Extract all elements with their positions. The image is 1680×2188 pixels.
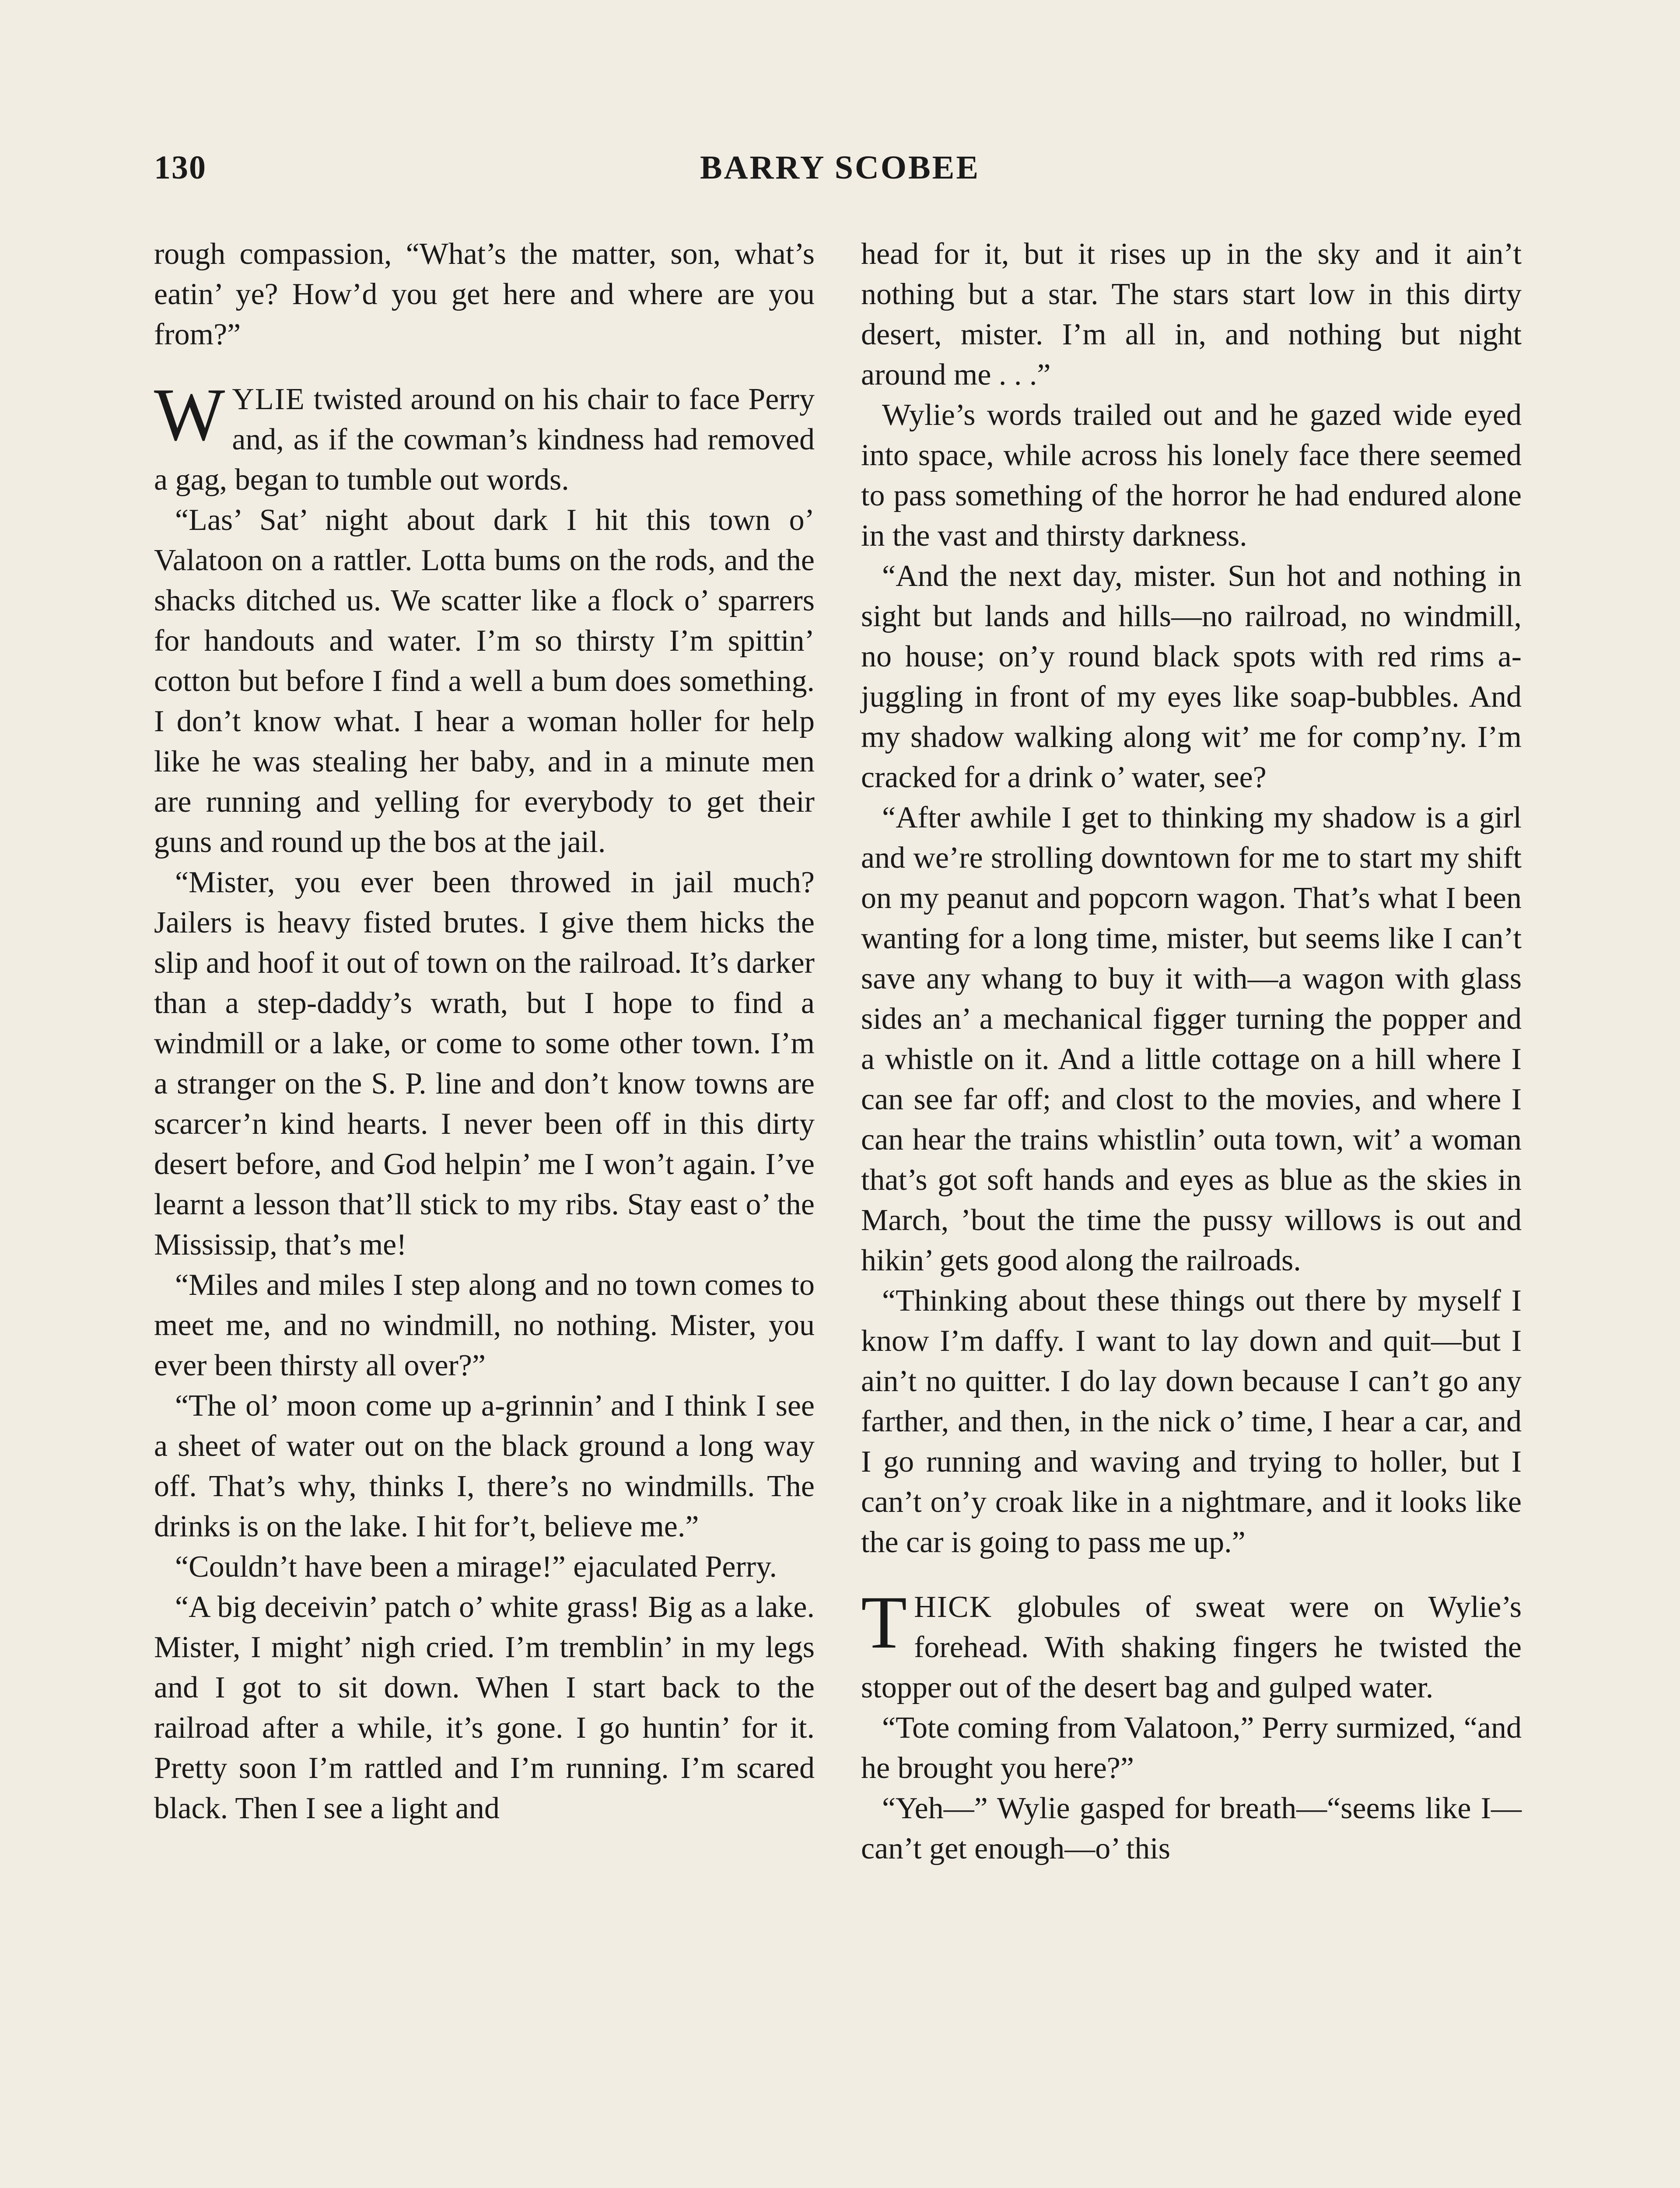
paragraph: rough compassion, “What’s the matter, son, what’s eatin’ ye? How’d you get here and where are you from?” (154, 237, 815, 351)
paragraph: head for it, but it rises up in the sky and it ain’t nothing but a star. The stars start low in this dirty desert, mister. I’m all in, and nothing but night around me . . .” (861, 237, 1522, 392)
right-column (861, 234, 1522, 1869)
paragraph: “Couldn’t have been a mirage!” ejaculated Perry. (175, 1550, 777, 1584)
paragraph: “Tote coming from Valatoon,” Perry surmized, “and he brought you here?” (861, 1711, 1522, 1785)
paragraph-text: globules of sweat were on Wylie’s forehead. With shaking fingers he twisted the stopper out of the desert bag and gulped water. (861, 1590, 1522, 1704)
paragraph: “Miles and miles I step along and no town comes to meet me, and no windmill, no nothing. Mister, you ever been thirsty all over?” (154, 1268, 815, 1382)
running-title: BARRY SCOBEE (700, 149, 980, 186)
small-caps-lead: HICK (914, 1590, 993, 1624)
paragraph: Wylie’s words trailed out and he gazed wide eyed into space, while across his lonely face there seemed to pass something of the horror he had endured alone in the vast and thirsty darkness. (861, 398, 1522, 553)
drop-cap: T (861, 1581, 907, 1664)
small-caps-lead: YLIE (232, 382, 305, 416)
paragraph: “Mister, you ever been throwed in jail much? Jailers is heavy fisted brutes. I give them hicks the slip and hoof it out of town on the railroad. It’s darker than a step-daddy’s wrath, but I hope to find a windmill or a lake, or come to some other town. I’m a stranger on the S. P. line and don’t know towns are scarcer’n kind hearts. I never been off in this dirty desert before, and God helpin’ me I won’t again. I’ve learnt a lesson that’ll stick to my ribs. Stay east o’ the Mississip, that’s me! (154, 866, 815, 1262)
page-header (154, 149, 1526, 201)
drop-cap: W (154, 373, 225, 456)
paragraph: “Thinking about these things out there by myself I know I’m daffy. I want to lay down and quit—but I ain’t no quitter. I do lay down because I can’t go any farther, and then, in the nick o’ time, I hear a car, and I go running and waving and trying to holler, but I can’t on’y croak like in a nightmare, and it looks like the car is going to pass me up.” (861, 1284, 1522, 1559)
paragraph: “And the next day, mister. Sun hot and nothing in sight but lands and hills—no railroad, no windmill, no house; on’y round black spots with red rims a-juggling in front of my eyes like soap-bubbles. And my shadow walking along wit’ me for comp’ny. I’m cracked for a drink o’ water, see? (861, 559, 1522, 794)
paragraph: “After awhile I get to thinking my shadow is a girl and we’re strolling downtown for me to start my shift on my peanut and popcorn wagon. That’s what I been wanting for a long time, mister, but seems like I can’t save any whang to buy it with—a wagon with glass sides an’ a mechanical figger turning the popper and a whistle on it. And a little cottage on a hill where I can see far off; and clost to the movies, and where I can hear the trains whistlin’ outa town, wit’ a woman that’s got soft hands and eyes as blue as the skies in March, ’bout the time the pussy willows is out and hikin’ gets good along the railroads. (861, 801, 1522, 1277)
left-column (154, 234, 815, 1829)
paragraph: “The ol’ moon come up a-grinnin’ and I think I see a sheet of water out on the black ground a long way off. That’s why, thinks I, there’s no windmills. The drinks is on the lake. I hit for’t, believe me.” (154, 1389, 815, 1543)
paragraph-dropcap (861, 1581, 1522, 1708)
paragraph: “Yeh—” Wylie gasped for breath—“seems like I—can’t get enough—o’ this (861, 1792, 1522, 1865)
page-number: 130 (154, 149, 206, 186)
paragraph: “Las’ Sat’ night about dark I hit this town o’ Valatoon on a rattler. Lotta bums on the rods, and the shacks ditched us. We scatter like a flock o’ sparrers for handouts and water. I’m so thirsty I’m spittin’ cotton but before I find a well a bum does something. I don’t know what. I hear a woman holler for help like he was stealing her baby, and in a minute men are running and yelling for everybody to get their guns and round up the bos at the jail. (154, 503, 815, 859)
paragraph-text: twisted around on his chair to face Perry and, as if the cowman’s kindness had removed a gag, began to tumble out words. (154, 382, 815, 497)
paragraph-dropcap (154, 373, 815, 500)
paragraph: “A big deceivin’ patch o’ white grass! Big as a lake. Mister, I might’ nigh cried. I’m tremblin’ in my legs and I got to sit down. When I start back to the railroad after a while, it’s gone. I go huntin’ for it. Pretty soon I’m rattled and I’m running. I’m scared black. Then I see a light and (154, 1590, 815, 1825)
